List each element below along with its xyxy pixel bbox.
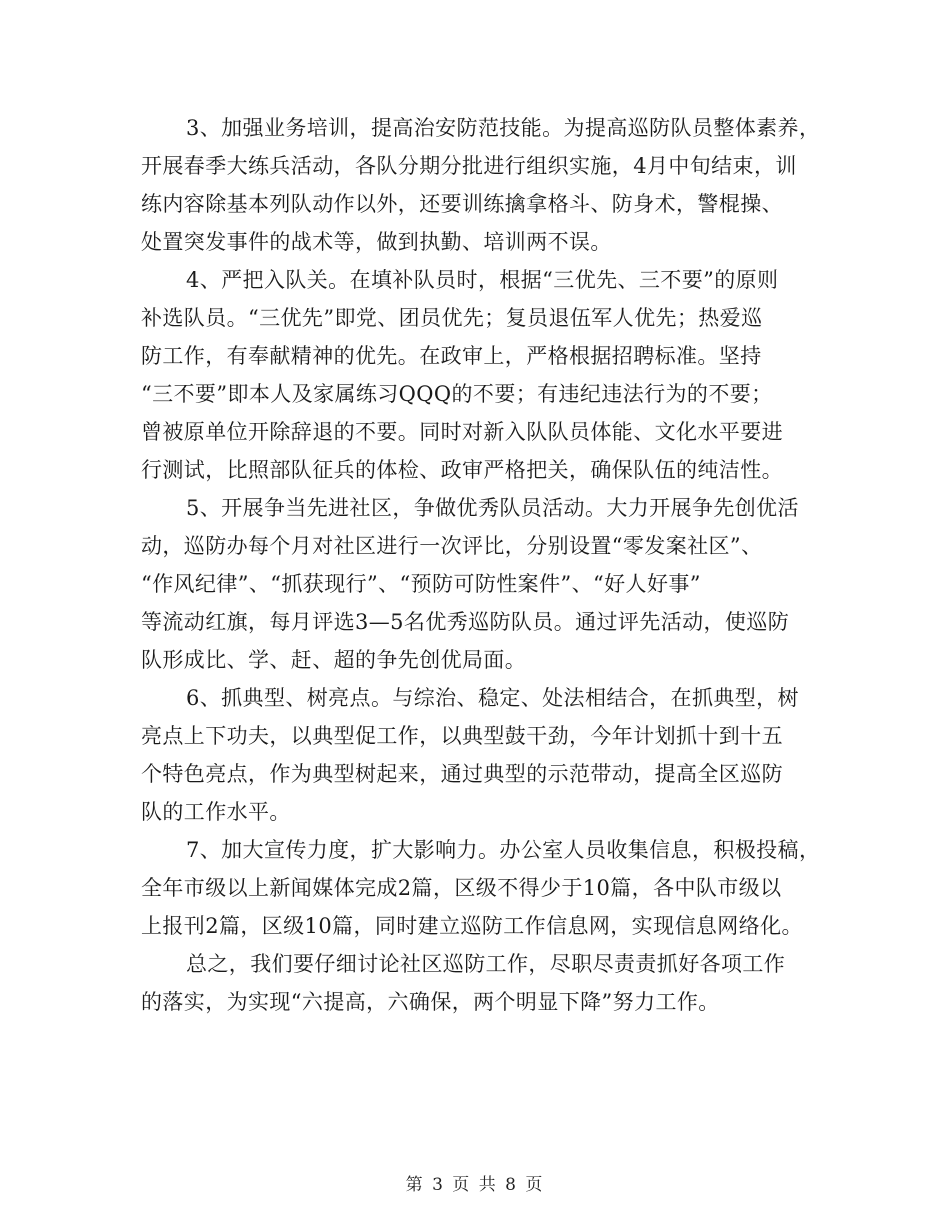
text-line: 练内容除基本列队动作以外，还要训练擒拿格斗、防身术，警棍操、 [141, 192, 783, 216]
text-line: 处置突发事件的战术等，做到执勤、培训两不误。 [141, 230, 612, 254]
text-line: 行测试，比照部队征兵的体检、政审严格把关，确保队伍的纯洁性。 [141, 458, 783, 482]
text-line: 3、加强业务培训，提高治安防范技能。为提高巡防队员整体素养， [186, 116, 821, 140]
text-line: 防工作，有奉献精神的优先。在政审上，严格根据招聘标准。坚持 [141, 344, 762, 368]
text-line: 等流动红旗，每月评选3—5名优秀巡防队员。通过评先活动，使巡防 [141, 610, 790, 634]
text-line: 动，巡防办每个月对社区进行一次评比，分别设置“零发案社区”、 [141, 534, 763, 558]
text-line: 亮点上下功夫，以典型促工作，以典型鼓干劲，今年计划抓十到十五 [141, 724, 783, 748]
text-line: 队的工作水平。 [141, 800, 291, 824]
text-line: “作风纪律”、“抓获现行”、“预防可防性案件”、“好人好事” [141, 572, 701, 596]
text-line: 7、加大宣传力度，扩大影响力。办公室人员收集信息，积极投稿， [186, 838, 821, 862]
text-line: 开展春季大练兵活动，各队分期分批进行组织实施，4月中旬结束，训 [141, 154, 797, 178]
text-line: 曾被原单位开除辞退的不要。同时对新入队队员体能、文化水平要进 [141, 420, 783, 444]
text-line: 补选队员。“三优先”即党、团员优先；复员退伍军人优先；热爱巡 [141, 306, 763, 330]
text-line: 总之，我们要仔细讨论社区巡防工作，尽职尽责责抓好各项工作 [186, 952, 786, 976]
text-line: 全年市级以上新闻媒体完成2篇，区级不得少于10篇，各中队市级以 [141, 876, 782, 900]
text-line: 的落实，为实现“六提高，六确保，两个明显下降”努力工作。 [141, 990, 720, 1014]
text-line: 6、抓典型、树亮点。与综治、稳定、处法相结合，在抓典型，树 [186, 686, 799, 710]
text-line: 个特色亮点，作为典型树起来，通过典型的示范带动，提高全区巡防 [141, 762, 783, 786]
text-line: “三不要”即本人及家属练习QQQ的不要；有违纪违法行为的不要； [141, 382, 773, 406]
text-line: 4、严把入队关。在填补队员时，根据“三优先、三不要”的原则 [186, 268, 779, 292]
text-line: 5、开展争当先进社区，争做优秀队员活动。大力开展争先创优活 [186, 496, 799, 520]
page-number-footer: 第 3 页 共 8 页 [405, 1175, 545, 1195]
text-line: 上报刊2篇，区级10篇，同时建立巡防工作信息网，实现信息网络化。 [141, 914, 803, 938]
text-line: 队形成比、学、赶、超的争先创优局面。 [141, 648, 527, 672]
